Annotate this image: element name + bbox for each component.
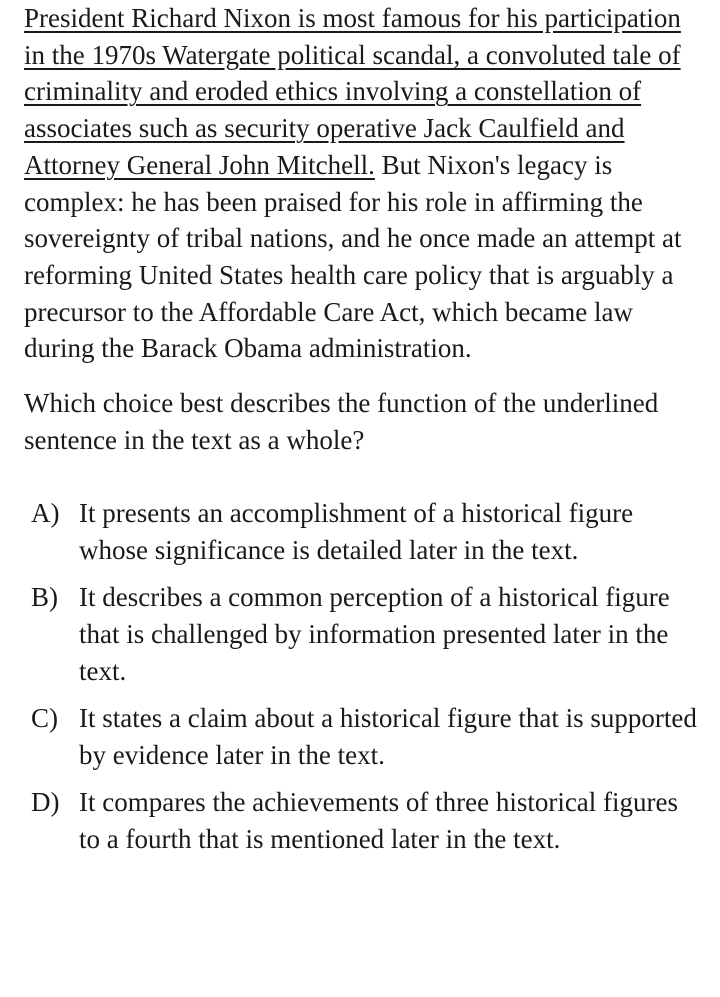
underlined-sentence: President Richard Nixon is most famous for his participation in the 1970s Watergate political scandal, a convoluted tale of criminality and eroded ethics involving a constellation of associates such as security operative Jack Caulfield and Attorney General John Mitchell. bbox=[24, 3, 681, 180]
choice-b[interactable] bbox=[24, 579, 704, 690]
choice-letter: C) bbox=[31, 703, 58, 734]
choice-d[interactable] bbox=[24, 784, 704, 858]
answer-choices bbox=[24, 495, 704, 858]
choice-text: It states a claim about a historical figure that is supported by evidence later in the text. bbox=[79, 703, 697, 771]
choice-c[interactable] bbox=[24, 700, 704, 774]
question-prompt: Which choice best describes the function of the underlined sentence in the text as a whole? bbox=[24, 388, 659, 456]
choice-text: It presents an accomplishment of a historical figure whose significance is detailed later in the text. bbox=[79, 498, 634, 566]
choice-text: It compares the achievements of three historical figures to a fourth that is mentioned later in the text. bbox=[79, 787, 679, 855]
question-page bbox=[24, 0, 704, 874]
choice-letter: A) bbox=[31, 498, 60, 529]
passage-rest: But Nixon's legacy is complex: he has been praised for his role in affirming the sovereignty of tribal nations, and he once made an attempt at reforming United States health care policy that is arguably a precursor to the Affordable Care Act, which became law during the Barack Obama administration. bbox=[24, 149, 682, 364]
passage bbox=[24, 0, 704, 367]
choice-a[interactable] bbox=[24, 495, 704, 569]
choice-text: It describes a common perception of a historical figure that is challenged by information presented later in the text. bbox=[79, 582, 670, 687]
choice-letter: B) bbox=[31, 582, 58, 613]
choice-letter: D) bbox=[31, 787, 60, 818]
